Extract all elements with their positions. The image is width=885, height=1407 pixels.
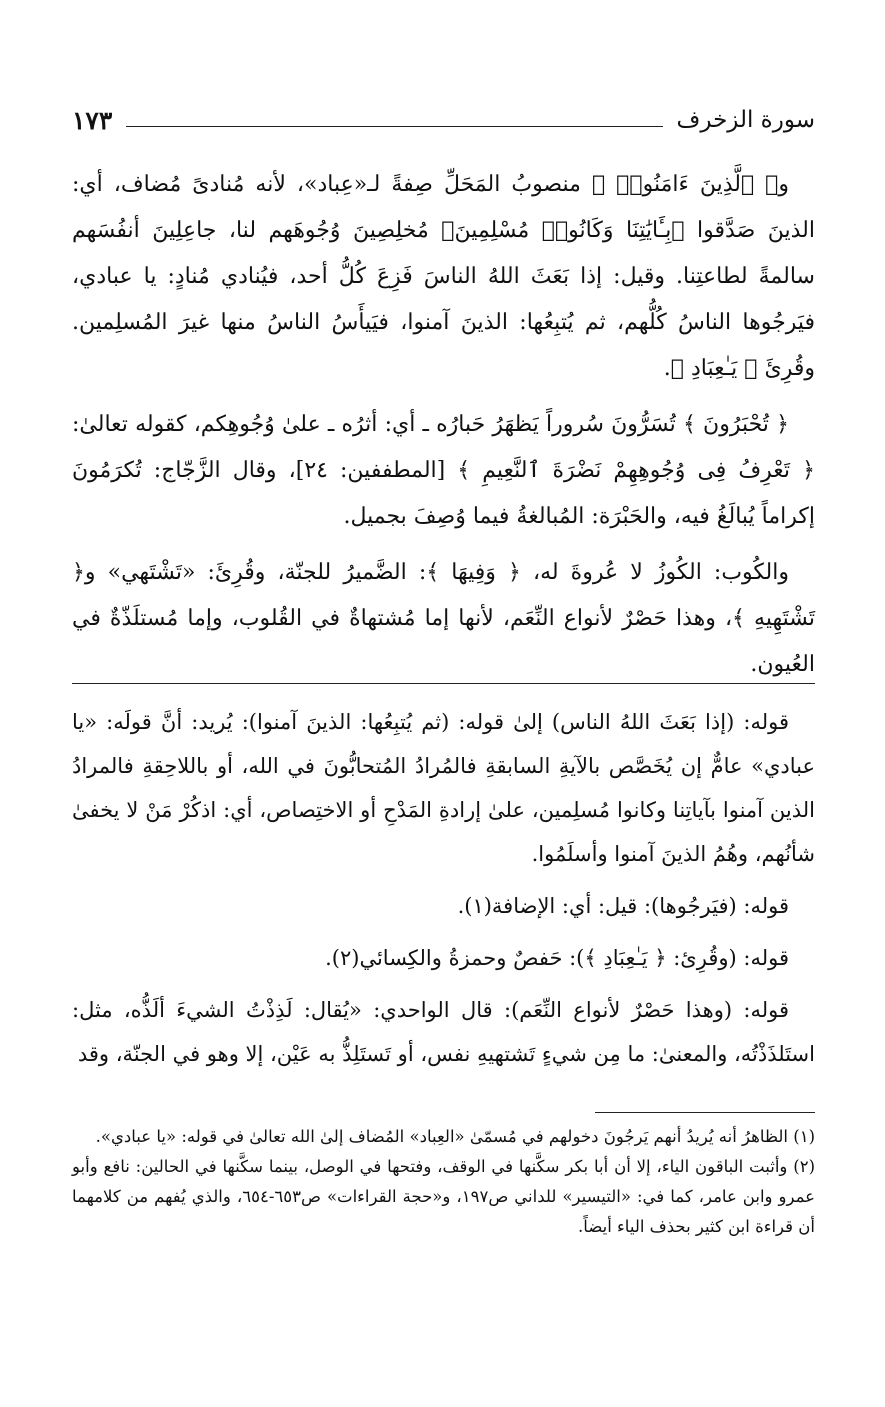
section-divider (72, 683, 815, 684)
footnote-rule (595, 1112, 815, 1113)
header-rule (126, 126, 662, 127)
commentary-paragraph: قوله: (فيَرجُوها): قيل: أي: الإضافة(١). (457, 894, 789, 918)
footnote: (١) الظاهرُ أنه يُريدُ أنهم يَرجُونَ دخولهم في مُسمّىٰ «العِباد» المُضاف إلىٰ الله تعالىٰ في قوله: «يا عبادي». (95, 1127, 815, 1146)
main-text (72, 162, 815, 698)
commentary-paragraph: قوله: (وهذا حَصْرٌ لأنواع النِّعَم): قال الواحدي: «يُقال: لَذِذْتُ الشيءَ ألَذُّه، مثل: استَلذَذْتُه، والمعنىٰ: ما مِن شيءٍ تَشتهيهِ نفس، أو تَستَلِذُّ به عَيْن، إلا وهو في الجنّة، وقد (72, 998, 815, 1066)
main-paragraph: و﴿ ٱلَّذِينَ ءَامَنُوا۟ ﴾ منصوبُ المَحَلِّ صِفةً لـ«عِباد»، لأنه مُنادىً مُضاف، أي: الذينَ صَدَّقوا ﴿بِـَٔايَٰتِنَا وَكَانُوا۟ مُسْلِمِينَ﴾ مُخلِصِينَ وُجُوهَهم لنا، جاعِلِينَ أنفُسَهم سالمةً لطاعتِنا. وقيل: إذا بَعَثَ اللهُ الناسَ فَزِعَ كُلُّ أحد، فيُنادي مُنادٍ: يا عبادي، فيَرجُوها الناسُ كُلُّهم، ثم يُتبِعُها: الذينَ آمنوا، فيَيأَسُ الناسُ منها غيرَ المُسلِمين. وقُرِئَ ﴿ يَـٰعِبَادِ ﴾. (72, 172, 815, 381)
page-number: ١٧٣ (72, 105, 113, 135)
main-paragraph: ﴿ تُحْبَرُونَ ﴾ تُسَرُّونَ سُروراً يَظهَرُ حَبارُه ـ أي: أثرُه ـ علىٰ وُجُوهِكم، كقوله تعالىٰ: ﴿ تَعْرِفُ فِى وُجُوهِهِمْ نَضْرَةَ ٱلنَّعِيمِ ﴾ [المطففين: ٢٤]، وقال الزَّجّاج: تُكرَمُونَ إكراماً يُبالَغُ فيه، والحَبْرَة: المُبالغةُ فيما وُصِفَ بجميل. (72, 412, 816, 529)
commentary-paragraph: قوله: (إذا بَعَثَ اللهُ الناس) إلىٰ قوله: (ثم يُتبِعُها: الذينَ آمنوا): يُريد: أنَّ قولَه: «يا عبادي» عامٌّ إن يُخَصَّص بالآيةِ السابقةِ فالمُرادُ المُتحابُّونَ في الله، أو باللاحِقةِ فالمرادُ الذين آمنوا بآياتِنا وكانوا مُسلِمين، علىٰ إرادةِ المَدْحِ أو الاختِصاص، أي: اذكُرْ مَنْ لا يخفىٰ شأنُهم، وهُمُ الذينَ آمنوا وأسلَمُوا. (72, 710, 815, 866)
commentary-text (72, 700, 815, 1084)
surah-title: سورة الزخرف (676, 107, 815, 133)
commentary-paragraph: قوله: (وقُرِئ: ﴿ يَـٰعِبَادِ ﴾): حَفصٌ وحمزةُ والكِسائي(٢). (325, 946, 789, 970)
footnote: (٢) وأثبت الباقون الياء، إلا أن أبا بكر سكَّنها في الوقف، وفتحها في الوصل، بينما سكَّنها في الحالين: نافع وأبو عمرو وابن عامر، كما في: «التيسير» للداني ص١٩٧، و«حجة القراءات» ص٦٥٣-٦٥٤، والذي يُفهم من كلامهما أن قراءة ابن كثير بحذف الياء أيضاً. (72, 1157, 815, 1236)
footnotes (72, 1122, 815, 1242)
main-paragraph: والكُوب: الكُوزُ لا عُروةَ له، ﴿ وَفِيهَا ﴾: الضَّميرُ للجنّة، وقُرِئَ: «تَشْتَهي» و﴿ تَشْتَهِيهِ ﴾، وهذا حَصْرٌ لأنواع النِّعَم، لأنها إما مُشتهاةٌ في القُلوب، وإما مُستلَذّةٌ في العُيون. (72, 560, 815, 677)
page-header (72, 100, 815, 140)
